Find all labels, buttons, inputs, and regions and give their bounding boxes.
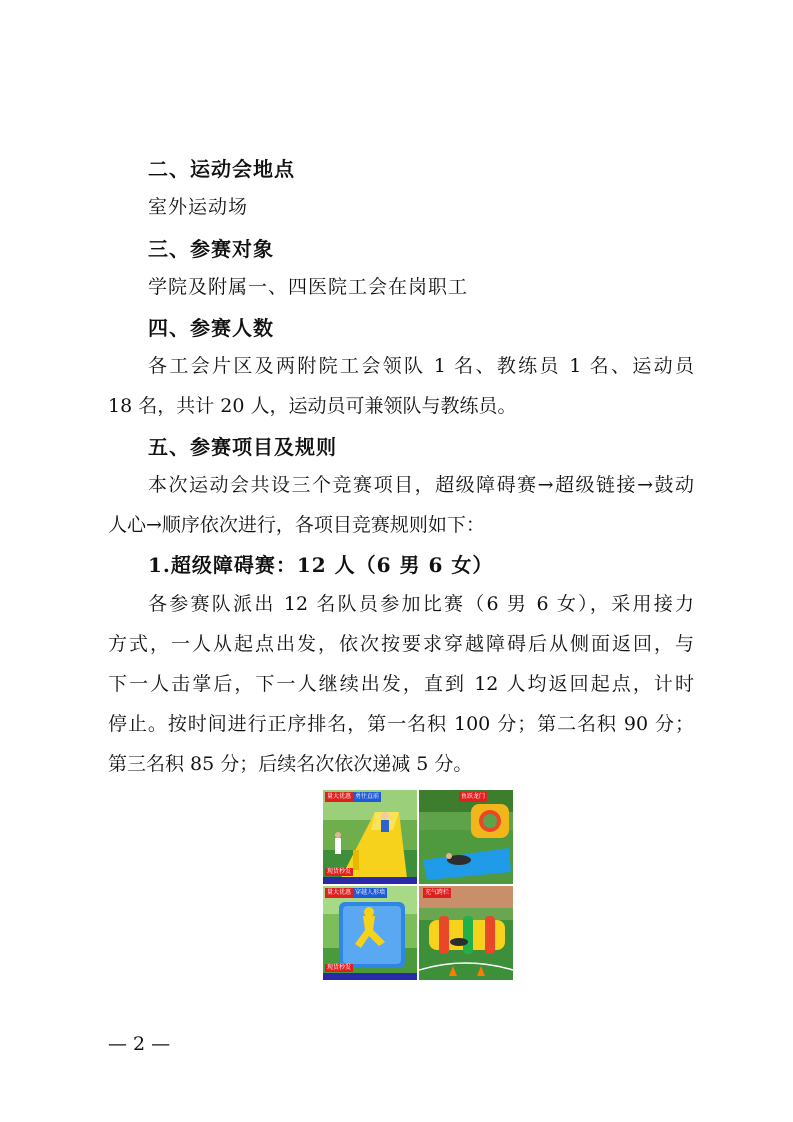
section-count-line-2: 18 名，共计 20 人，运动员可兼领队与教练员。 [108,395,517,417]
tile-tag: 鱼跃龙门 [461,793,486,800]
section-count-line-1: 各工会片区及两附院工会领队 1 名、教练员 1 名、运动员 [148,355,694,377]
section-events-line-1: 本次运动会共设三个竞赛项目，超级障碍赛→超级链接→鼓动 [148,474,694,496]
tile-tag: 充气跨栏 [425,889,450,896]
tile-tag: 量大优惠 [327,889,352,896]
tile-tag: 勇往直前 [355,793,380,800]
page-number: — 2 — [108,1033,171,1055]
tile-tag: 穿越人形墙 [355,889,386,896]
section-venue-text: 室外运动场 [148,196,249,218]
obstacle-photo-collage [323,790,513,980]
photo-inflatable-hurdles [419,886,513,980]
tile-footer-tag: 现货秒发 [327,868,352,875]
event1-line-2: 方式，一人从起点出发，依次按要求穿越障碍后从侧面返回，与 [108,633,694,655]
tile-footer-strip [323,973,417,980]
tile-footer-tag: 现货秒发 [327,964,352,971]
tile-footer-strip [323,877,417,884]
section-count-heading: 四、参赛人数 [148,316,274,340]
section-events-heading: 五、参赛项目及规则 [148,435,337,459]
section-venue-heading: 二、运动会地点 [148,157,295,181]
photo-climbing-wall [323,790,417,884]
event1-line-3: 下一人击掌后，下一人继续出发，直到 12 人均返回起点，计时 [108,673,694,695]
event1-line-4: 停止。按时间进行正序排名，第一名积 100 分；第二名积 90 分； [108,713,694,735]
section-events-line-2: 人心→顺序依次进行，各项目竞赛规则如下： [108,514,485,536]
photo-fish-gate [419,790,513,884]
section-participants-text: 学院及附属一、四医院工会在岗职工 [148,276,469,298]
event1-heading: 1.超级障碍赛：12 人（6 男 6 女） [148,553,494,577]
photo-human-wall [323,886,417,980]
event1-line-5: 第三名积 85 分；后续名次依次递减 5 分。 [108,753,473,775]
event1-line-1: 各参赛队派出 12 名队员参加比赛（6 男 6 女），采用接力 [148,593,694,615]
section-participants-heading: 三、参赛对象 [148,237,274,261]
tile-tag: 量大优惠 [327,793,352,800]
